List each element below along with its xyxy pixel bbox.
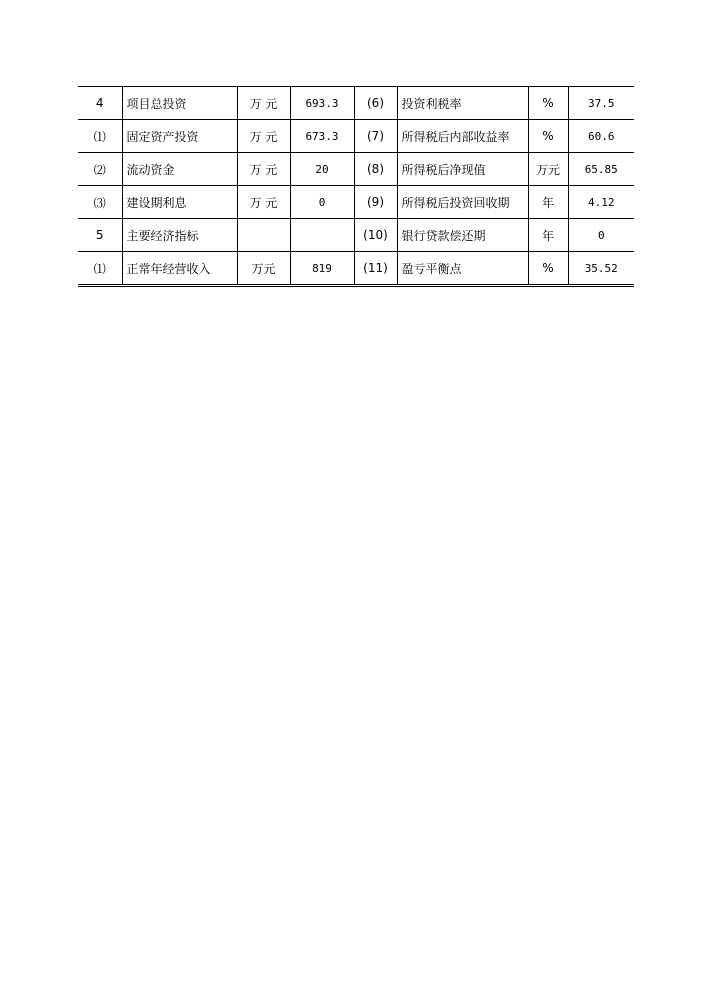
row-number: 4 [78, 87, 122, 120]
item-value-right: 65.85 [568, 153, 634, 186]
item-value: 693.3 [290, 87, 354, 120]
item-unit-right: 年 [528, 219, 568, 252]
row-number-right: (9) [354, 186, 397, 219]
item-name: 主要经济指标 [122, 219, 237, 252]
item-unit: 万元 [237, 252, 290, 286]
item-name: 建设期利息 [122, 186, 237, 219]
item-name: 流动资金 [122, 153, 237, 186]
item-name-right: 盈亏平衡点 [397, 252, 528, 286]
table-row [78, 252, 634, 286]
economic-indicators-table [78, 86, 634, 287]
item-value-right: 37.5 [568, 87, 634, 120]
item-value: 0 [290, 186, 354, 219]
item-name-right: 银行贷款偿还期 [397, 219, 528, 252]
table-row [78, 219, 634, 252]
row-number-right: (7) [354, 120, 397, 153]
item-name: 正常年经营收入 [122, 252, 237, 286]
item-value [290, 219, 354, 252]
item-name-right: 所得税后内部收益率 [397, 120, 528, 153]
row-number: ⑶ [78, 186, 122, 219]
table-row [78, 186, 634, 219]
item-value-right: 4.12 [568, 186, 634, 219]
item-name-right: 所得税后净现值 [397, 153, 528, 186]
row-number-right: (6) [354, 87, 397, 120]
item-value-right: 0 [568, 219, 634, 252]
item-value: 20 [290, 153, 354, 186]
item-unit: 万 元 [237, 186, 290, 219]
item-unit-right: % [528, 252, 568, 286]
table-row [78, 120, 634, 153]
item-unit: 万 元 [237, 87, 290, 120]
item-value-right: 35.52 [568, 252, 634, 286]
item-value-right: 60.6 [568, 120, 634, 153]
item-unit: 万 元 [237, 153, 290, 186]
item-unit-right: % [528, 120, 568, 153]
item-unit-right: 万元 [528, 153, 568, 186]
row-number: ⑵ [78, 153, 122, 186]
row-number-right: (11) [354, 252, 397, 286]
row-number: ⑴ [78, 252, 122, 286]
table-row [78, 87, 634, 120]
item-unit-right: % [528, 87, 568, 120]
row-number-right: (8) [354, 153, 397, 186]
item-name: 固定资产投资 [122, 120, 237, 153]
item-name: 项目总投资 [122, 87, 237, 120]
row-number: 5 [78, 219, 122, 252]
row-number-right: (10) [354, 219, 397, 252]
item-unit-right: 年 [528, 186, 568, 219]
item-value: 673.3 [290, 120, 354, 153]
item-unit: 万 元 [237, 120, 290, 153]
table-row [78, 153, 634, 186]
row-number: ⑴ [78, 120, 122, 153]
item-value: 819 [290, 252, 354, 286]
item-name-right: 投资利税率 [397, 87, 528, 120]
item-unit [237, 219, 290, 252]
item-name-right: 所得税后投资回收期 [397, 186, 528, 219]
